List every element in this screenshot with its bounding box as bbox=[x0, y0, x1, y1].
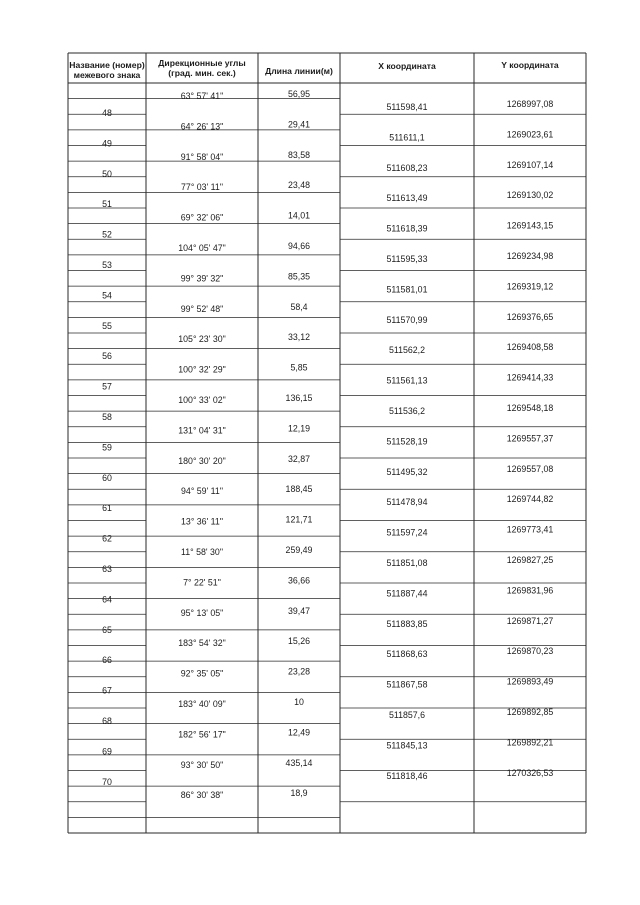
x-coordinate: 511561,13 bbox=[386, 375, 428, 386]
y-coordinate: 1269557,08 bbox=[506, 463, 554, 474]
y-coordinate: 1269744,82 bbox=[506, 494, 554, 505]
boundary-mark-name: 50 bbox=[102, 168, 112, 179]
header-name-line2: межевого знака bbox=[73, 70, 141, 80]
y-coordinate: 1268997,08 bbox=[506, 99, 554, 109]
x-coordinate: 511887,44 bbox=[386, 588, 428, 599]
boundary-mark-name: 59 bbox=[102, 442, 112, 453]
y-coordinate: 1269414,33 bbox=[506, 372, 554, 383]
direction-angle: 99° 52' 48" bbox=[180, 303, 224, 314]
line-length: 12,49 bbox=[287, 727, 311, 738]
boundary-mark-name: 60 bbox=[102, 472, 112, 483]
direction-angle: 100° 32' 29" bbox=[178, 364, 226, 375]
line-length: 15,26 bbox=[287, 636, 311, 647]
line-length: 32,87 bbox=[287, 453, 311, 464]
header-angle-line1: Дирекционные углы bbox=[158, 58, 246, 68]
y-coordinate: 1269827,25 bbox=[506, 555, 554, 565]
direction-angle: 183° 40' 09" bbox=[178, 699, 226, 709]
y-coordinate: 1269143,15 bbox=[506, 220, 554, 231]
y-coordinate: 1269319,12 bbox=[506, 281, 554, 292]
direction-angle: 63° 57' 41" bbox=[180, 91, 224, 101]
line-length: 12,19 bbox=[287, 423, 311, 434]
y-coordinate: 1269893,49 bbox=[506, 676, 554, 687]
boundary-mark-name: 57 bbox=[102, 381, 112, 392]
direction-angle: 183° 54' 32" bbox=[178, 638, 226, 649]
y-coordinate: 1269234,98 bbox=[506, 251, 554, 261]
x-coordinate: 511867,58 bbox=[386, 679, 428, 690]
direction-angle: 94° 59' 11" bbox=[181, 486, 223, 497]
x-coordinate: 511618,39 bbox=[386, 223, 428, 234]
line-length: 29,41 bbox=[287, 119, 311, 130]
y-coordinate: 1269130,02 bbox=[506, 190, 554, 201]
x-coordinate: 511478,94 bbox=[386, 497, 428, 508]
header-name-line1: Название (номер) bbox=[69, 60, 145, 70]
direction-angle: 11° 58' 30" bbox=[181, 547, 223, 557]
line-length: 33,12 bbox=[287, 332, 311, 343]
line-length: 18,9 bbox=[290, 788, 308, 799]
line-length: 83,58 bbox=[287, 149, 311, 160]
y-coordinate: 1269023,61 bbox=[506, 129, 554, 140]
boundary-mark-name: 55 bbox=[102, 320, 112, 331]
boundary-mark-name: 68 bbox=[102, 716, 112, 726]
x-coordinate: 511868,63 bbox=[386, 649, 428, 660]
line-length: 188,45 bbox=[285, 484, 313, 495]
x-coordinate: 511581,01 bbox=[386, 284, 428, 295]
direction-angle: 105° 23' 30" bbox=[178, 334, 226, 345]
direction-angle: 77° 03' 11" bbox=[181, 182, 223, 193]
line-length: 85,35 bbox=[287, 271, 311, 282]
x-coordinate: 511562,2 bbox=[388, 345, 426, 356]
boundary-mark-name: 49 bbox=[102, 138, 112, 149]
y-coordinate: 1269870,23 bbox=[506, 646, 554, 657]
line-length: 435,14 bbox=[285, 757, 313, 768]
boundary-mark-name: 69 bbox=[102, 746, 112, 757]
line-length: 136,15 bbox=[285, 393, 313, 403]
line-length: 23,28 bbox=[287, 666, 311, 677]
direction-angle: 182° 56' 17" bbox=[178, 729, 226, 740]
boundary-mark-name: 66 bbox=[102, 655, 112, 666]
boundary-mark-name: 61 bbox=[102, 503, 112, 514]
x-coordinate: 511570,99 bbox=[386, 314, 428, 325]
header-angle-line2: (град. мин. сек.) bbox=[168, 68, 236, 78]
x-coordinate: 511595,33 bbox=[386, 254, 428, 264]
line-length: 39,47 bbox=[287, 605, 311, 616]
x-coordinate: 511845,13 bbox=[386, 740, 428, 751]
direction-angle: 7° 22' 51" bbox=[183, 577, 221, 588]
direction-angle: 91° 58' 04" bbox=[180, 151, 224, 162]
boundary-mark-name: 56 bbox=[102, 351, 112, 362]
boundary-mark-name: 67 bbox=[102, 685, 112, 696]
line-length: 5,85 bbox=[290, 362, 308, 373]
boundary-mark-name: 58 bbox=[102, 412, 112, 422]
boundary-mark-name: 53 bbox=[102, 260, 112, 270]
boundary-mark-name: 65 bbox=[102, 624, 112, 635]
boundary-mark-name: 63 bbox=[102, 564, 112, 574]
boundary-mark-name: 70 bbox=[102, 776, 112, 787]
direction-angle: 131° 04' 31" bbox=[178, 425, 226, 436]
x-coordinate: 511611,1 bbox=[389, 132, 425, 143]
boundary-mark-name: 54 bbox=[102, 290, 112, 301]
direction-angle: 86° 30' 38" bbox=[180, 790, 224, 801]
line-length: 58,4 bbox=[290, 301, 308, 312]
direction-angle: 95° 13' 05" bbox=[180, 607, 224, 618]
x-coordinate: 511495,32 bbox=[386, 466, 428, 477]
direction-angle: 69° 32' 06" bbox=[180, 212, 224, 223]
direction-angle: 64° 26' 13" bbox=[180, 121, 224, 132]
y-coordinate: 1269773,41 bbox=[506, 524, 554, 535]
direction-angle: 93° 30' 50" bbox=[180, 759, 224, 770]
y-coordinate: 1269107,14 bbox=[506, 159, 554, 170]
line-length: 259,49 bbox=[285, 545, 313, 555]
boundary-mark-name: 48 bbox=[102, 108, 112, 118]
y-coordinate: 1269892,85 bbox=[506, 707, 554, 717]
header-y-coordinate: Y координата bbox=[501, 60, 559, 70]
header-length: Длина линии(м) bbox=[265, 66, 333, 76]
x-coordinate: 511536,2 bbox=[388, 406, 426, 416]
direction-angle: 100° 33' 02" bbox=[178, 395, 226, 405]
boundary-mark-name: 62 bbox=[102, 533, 112, 544]
y-coordinate: 1269892,21 bbox=[506, 737, 554, 748]
x-coordinate: 511851,08 bbox=[386, 558, 428, 568]
boundary-mark-name: 64 bbox=[102, 594, 112, 605]
line-length: 121,71 bbox=[285, 514, 313, 525]
x-coordinate: 511608,23 bbox=[386, 162, 428, 173]
line-length: 14,01 bbox=[287, 210, 311, 221]
line-length: 36,66 bbox=[287, 575, 311, 586]
direction-angle: 99° 39' 32" bbox=[180, 273, 224, 284]
line-length: 56,95 bbox=[287, 89, 311, 99]
line-length: 94,66 bbox=[287, 241, 311, 251]
y-coordinate: 1269376,65 bbox=[506, 311, 554, 322]
x-coordinate: 511818,46 bbox=[386, 770, 428, 781]
x-coordinate: 511883,85 bbox=[386, 618, 428, 629]
line-length: 23,48 bbox=[287, 180, 311, 191]
header-x-coordinate: X координата bbox=[378, 61, 436, 71]
y-coordinate: 1269557,37 bbox=[506, 433, 554, 444]
y-coordinate: 1270326,53 bbox=[506, 767, 554, 778]
boundary-mark-name: 52 bbox=[102, 229, 112, 240]
x-coordinate: 511597,24 bbox=[386, 527, 428, 538]
y-coordinate: 1269408,58 bbox=[506, 342, 554, 353]
y-coordinate: 1269871,27 bbox=[506, 615, 554, 626]
y-coordinate: 1269548,18 bbox=[506, 403, 554, 413]
direction-angle: 180° 30' 20" bbox=[178, 455, 226, 466]
direction-angle: 104° 05' 47" bbox=[178, 243, 226, 253]
line-length: 10 bbox=[294, 697, 304, 707]
direction-angle: 92° 35' 05" bbox=[180, 668, 224, 679]
x-coordinate: 511528,19 bbox=[386, 436, 428, 447]
direction-angle: 13° 36' 11" bbox=[181, 516, 223, 527]
x-coordinate: 511857,6 bbox=[388, 710, 426, 720]
y-coordinate: 1269831,96 bbox=[506, 585, 554, 596]
x-coordinate: 511613,49 bbox=[386, 193, 428, 204]
x-coordinate: 511598,41 bbox=[386, 102, 428, 112]
boundary-mark-name: 51 bbox=[102, 199, 112, 210]
